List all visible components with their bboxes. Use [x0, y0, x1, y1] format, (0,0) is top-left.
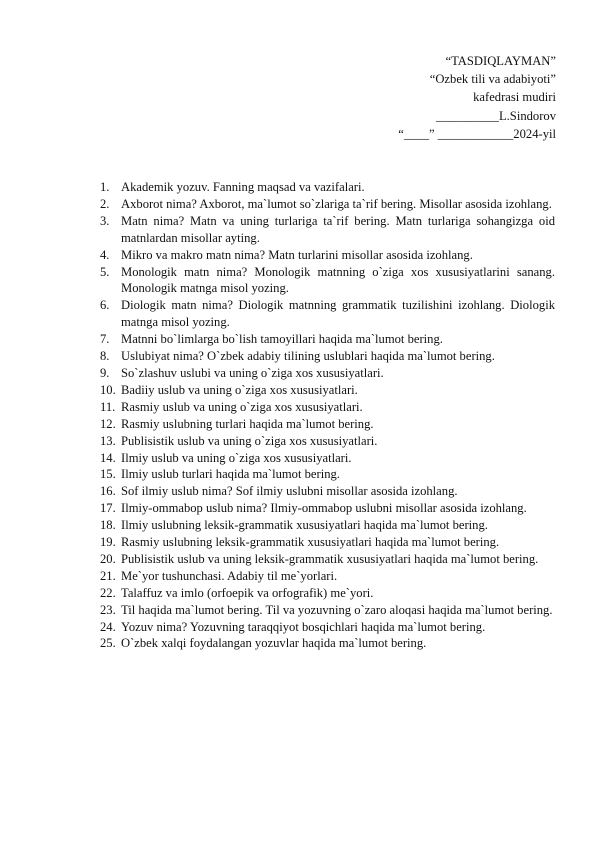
question-item — [100, 264, 555, 298]
question-item — [100, 483, 555, 500]
question-item — [100, 619, 555, 636]
question-number: 25. — [100, 636, 116, 651]
question-number: 5. — [100, 264, 110, 279]
question-text: Ilmiy-ommabop uslub nima? Ilmiy-ommabop uslubni misollar asosida izohlang. — [121, 501, 527, 516]
question-item — [100, 348, 555, 365]
question-text: Matnni bo`limlarga bo`lish tamoyillari haqida ma`lumot bering. — [121, 332, 443, 347]
head-title: kafedrasi mudiri — [473, 90, 556, 105]
question-item — [100, 635, 555, 652]
question-number: 15. — [100, 467, 116, 482]
question-item — [100, 399, 555, 416]
question-text: Axborot nima? Axborot, ma`lumot so`zlariga ta`rif bering. Misollar asosida izohlang. — [121, 196, 552, 211]
date-line: “____” ____________2024-yil — [398, 126, 556, 141]
question-text: Rasmiy uslub va uning o`ziga xos xususiyatlari. — [121, 399, 363, 414]
question-item — [100, 500, 555, 517]
question-number: 18. — [100, 518, 116, 533]
question-text: So`zlashuv uslubi va uning o`ziga xos xususiyatlari. — [121, 365, 384, 380]
question-item — [100, 365, 555, 382]
question-text: Rasmiy uslubning leksik-grammatik xususiyatlari haqida ma`lumot bering. — [121, 535, 500, 550]
question-text: Ilmiy uslub va uning o`ziga xos xususiyatlari. — [121, 450, 352, 465]
question-number: 8. — [100, 349, 110, 364]
signature-line: __________L.Sindorov — [436, 108, 556, 123]
question-item — [100, 534, 555, 551]
question-text: Publisistik uslub va uning o`ziga xos xususiyatlari. — [121, 433, 378, 448]
question-item — [100, 517, 555, 534]
question-number: 6. — [100, 298, 110, 313]
question-item — [100, 179, 555, 196]
question-text: Akademik yozuv. Fanning maqsad va vazifalari. — [121, 180, 365, 194]
question-number: 21. — [100, 568, 116, 583]
question-item — [100, 551, 555, 568]
question-number: 24. — [100, 619, 116, 634]
question-item — [100, 331, 555, 348]
question-number: 14. — [100, 450, 116, 465]
question-number: 20. — [100, 551, 116, 566]
question-text: Ilmiy uslubning leksik-grammatik xususiyatlari haqida ma`lumot bering. — [121, 518, 488, 533]
question-text: Matn nima? Matn va uning turlariga ta`rif bering. Matn turlariga sohangizga oid matnlardan misollar ayting. — [121, 213, 555, 245]
question-number: 12. — [100, 416, 116, 431]
question-text: Til haqida ma`lumot bering. Til va yozuvning o`zaro aloqasi haqida ma`lumot bering. — [121, 602, 553, 617]
question-text: Yozuv nima? Yozuvning taraqqiyot bosqichlari haqida ma`lumot bering. — [121, 619, 486, 634]
question-item — [100, 585, 555, 602]
question-text: Mikro va makro matn nima? Matn turlarini misollar asosida izohlang. — [121, 247, 473, 262]
question-item — [100, 196, 555, 213]
question-number: 16. — [100, 484, 116, 499]
question-text: Talaffuz va imlo (orfoepik va orfografik) me`yori. — [121, 585, 374, 600]
question-item — [100, 602, 555, 619]
question-text: Diologik matn nima? Diologik matnning grammatik tuzilishini izohlang. Diologik matnga misol yozing. — [121, 298, 555, 330]
question-number: 17. — [100, 501, 116, 516]
question-number: 13. — [100, 433, 116, 448]
question-item — [100, 450, 555, 467]
question-text: Monologik matn nima? Monologik matnning o`ziga xos xususiyatlarini sanang. Monologik matnga misol yozing. — [121, 264, 555, 296]
question-number: 10. — [100, 382, 116, 397]
question-text: Badiiy uslub va uning o`ziga xos xususiyatlari. — [121, 382, 358, 397]
question-text: O`zbek xalqi foydalangan yozuvlar haqida ma`lumot bering. — [121, 636, 427, 651]
question-item — [100, 466, 555, 483]
question-number: 19. — [100, 535, 116, 550]
question-number: 4. — [100, 247, 110, 262]
question-number: 9. — [100, 365, 110, 380]
question-item — [100, 568, 555, 585]
question-number: 2. — [100, 196, 110, 211]
question-list — [100, 179, 555, 652]
question-number: 23. — [100, 602, 116, 617]
question-text: Uslubiyat nima? O`zbek adabiy tilining uslublari haqida ma`lumot bering. — [121, 349, 495, 364]
question-item — [100, 297, 555, 331]
question-text: Rasmiy uslubning turlari haqida ma`lumot bering. — [121, 416, 374, 431]
question-item — [100, 247, 555, 264]
question-text: Publisistik uslub va uning leksik-grammatik xususiyatlari haqida ma`lumot bering. — [121, 551, 539, 566]
question-text: Sof ilmiy uslub nima? Sof ilmiy uslubni misollar asosida izohlang. — [121, 484, 458, 499]
question-number: 3. — [100, 213, 110, 228]
question-number: 22. — [100, 585, 116, 600]
question-item — [100, 433, 555, 450]
question-number: 7. — [100, 332, 110, 347]
question-item — [100, 416, 555, 433]
question-number: 11. — [100, 399, 116, 414]
question-item — [100, 213, 555, 247]
approval-title: “TASDIQLAYMAN” — [445, 54, 556, 68]
question-item — [100, 382, 555, 399]
department-name: “Ozbek tili va adabiyoti” — [429, 72, 556, 87]
question-number: 1. — [100, 180, 110, 194]
approval-block — [398, 52, 556, 143]
question-text: Me`yor tushunchasi. Adabiy til me`yorlari. — [121, 568, 338, 583]
question-text: Ilmiy uslub turlari haqida ma`lumot bering. — [121, 467, 340, 482]
